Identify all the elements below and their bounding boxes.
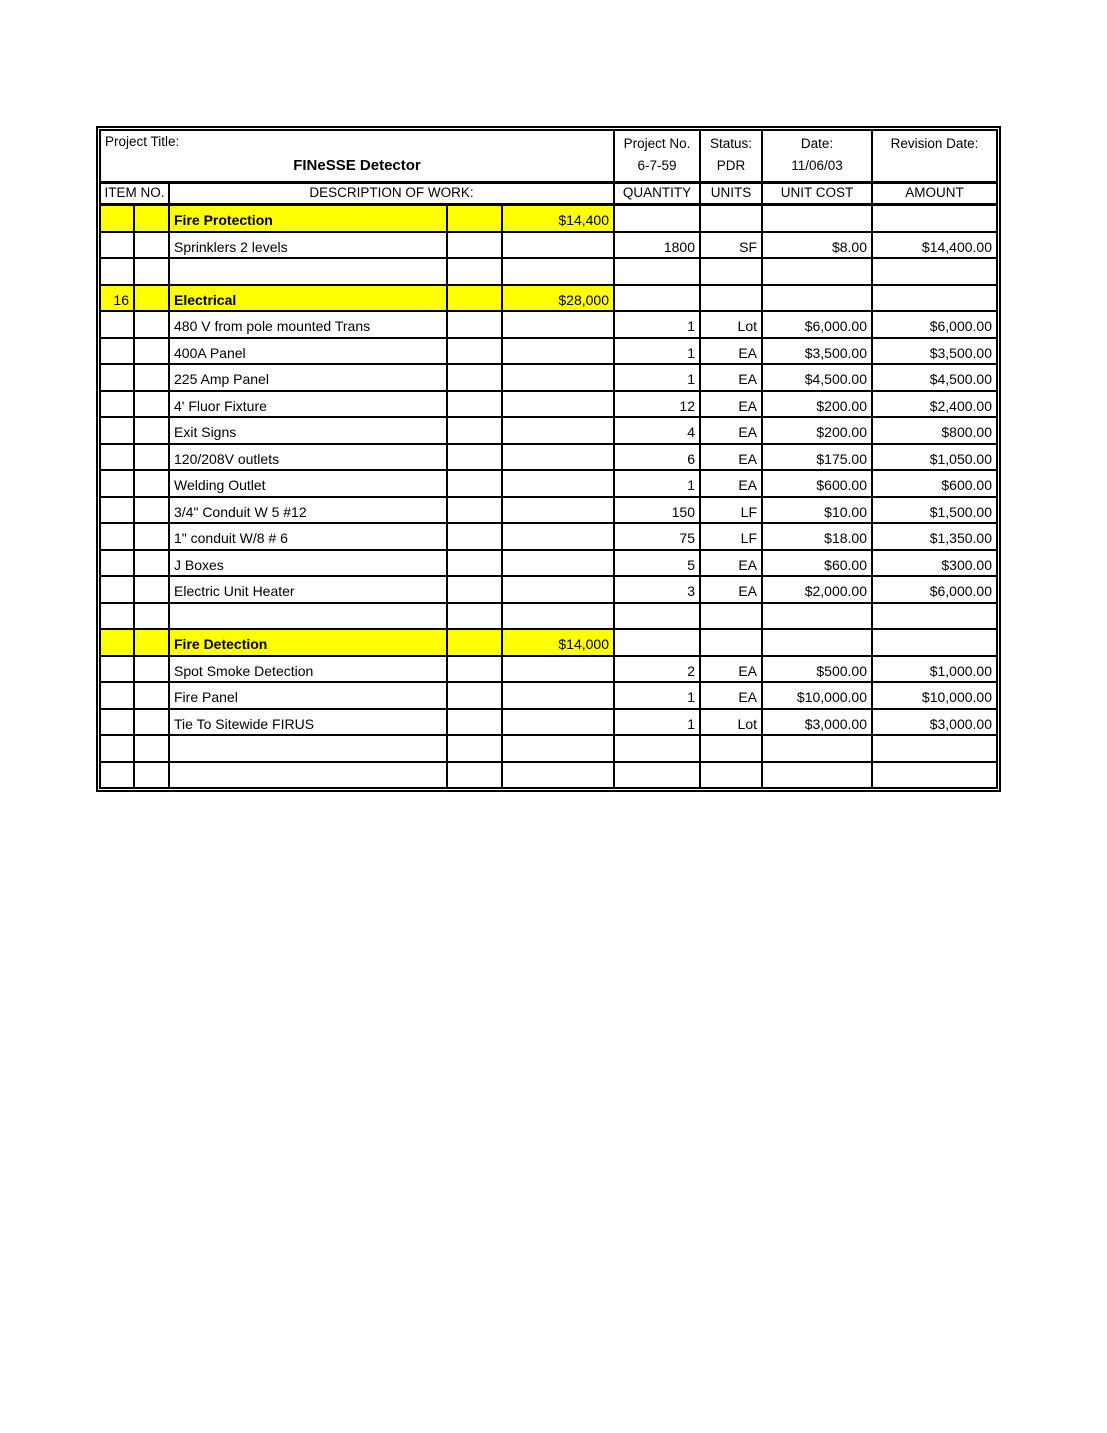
cell-item-no <box>100 444 134 471</box>
cell-item-no-b <box>134 682 169 709</box>
col-header-quantity: QUANTITY <box>614 183 700 205</box>
cell-units <box>700 285 762 312</box>
col-header-item-no: ITEM NO. <box>100 183 169 205</box>
cell-section-value <box>502 762 614 789</box>
cost-estimate-table <box>99 129 998 789</box>
cell-sub <box>447 232 502 259</box>
cell-description <box>169 735 447 762</box>
col-header-amount: AMOUNT <box>872 183 997 205</box>
cell-quantity <box>614 762 700 789</box>
project-title-value: FINeSSE Detector <box>293 157 421 174</box>
cell-amount <box>872 762 997 789</box>
cell-unit-cost: $3,500.00 <box>762 338 872 365</box>
cell-amount: $1,050.00 <box>872 444 997 471</box>
cell-unit-cost: $6,000.00 <box>762 311 872 338</box>
cell-units: Lot <box>700 311 762 338</box>
cell-description: 3/4" Conduit W 5 #12 <box>169 497 447 524</box>
cell-section-value <box>502 417 614 444</box>
cell-item-no-b <box>134 523 169 550</box>
cell-amount: $1,500.00 <box>872 497 997 524</box>
cell-unit-cost <box>762 258 872 285</box>
item-row <box>100 709 997 736</box>
date-label: Date: <box>800 136 834 151</box>
cell-section-value <box>502 576 614 603</box>
cell-description: Spot Smoke Detection <box>169 656 447 683</box>
col-header-units: UNITS <box>700 183 762 205</box>
cell-description: Electric Unit Heater <box>169 576 447 603</box>
title-row <box>100 130 997 183</box>
blank-row <box>100 258 997 285</box>
item-row <box>100 364 997 391</box>
cell-quantity: 2 <box>614 656 700 683</box>
col-header-unit-cost: UNIT COST <box>762 183 872 205</box>
cell-units: EA <box>700 417 762 444</box>
cell-unit-cost: $10,000.00 <box>762 682 872 709</box>
cell-quantity: 1 <box>614 470 700 497</box>
revision-date-value <box>873 152 996 159</box>
cell-item-no <box>100 417 134 444</box>
cell-quantity: 12 <box>614 391 700 418</box>
cell-quantity: 1 <box>614 709 700 736</box>
cell-units: EA <box>700 576 762 603</box>
cell-sub <box>447 656 502 683</box>
cell-sub <box>447 735 502 762</box>
cell-sub <box>447 470 502 497</box>
cell-section-value <box>502 444 614 471</box>
cell-units: EA <box>700 364 762 391</box>
item-row <box>100 550 997 577</box>
cell-item-no <box>100 205 134 232</box>
cell-units: LF <box>700 497 762 524</box>
cell-item-no-b <box>134 550 169 577</box>
cell-section-value <box>502 470 614 497</box>
item-row <box>100 470 997 497</box>
cell-sub <box>447 709 502 736</box>
cell-unit-cost: $3,000.00 <box>762 709 872 736</box>
cell-description: 1" conduit W/8 # 6 <box>169 523 447 550</box>
cell-section-value <box>502 391 614 418</box>
cell-item-no <box>100 523 134 550</box>
cell-unit-cost: $200.00 <box>762 417 872 444</box>
cell-section-value <box>502 311 614 338</box>
field-date <box>762 130 872 183</box>
cell-sub <box>447 444 502 471</box>
cell-amount: $1,350.00 <box>872 523 997 550</box>
cell-quantity: 1800 <box>614 232 700 259</box>
cell-sub <box>447 391 502 418</box>
cell-unit-cost: $8.00 <box>762 232 872 259</box>
cell-item-no <box>100 338 134 365</box>
cost-estimate-sheet <box>96 126 1001 792</box>
cell-item-no: 16 <box>100 285 134 312</box>
item-row <box>100 444 997 471</box>
cell-quantity <box>614 258 700 285</box>
cell-quantity <box>614 629 700 656</box>
cell-item-no-b <box>134 603 169 630</box>
cell-amount: $4,500.00 <box>872 364 997 391</box>
cell-quantity: 4 <box>614 417 700 444</box>
cell-item-no <box>100 629 134 656</box>
cell-description: 480 V from pole mounted Trans <box>169 311 447 338</box>
revision-date-label: Revision Date: <box>890 136 979 151</box>
item-row <box>100 232 997 259</box>
cell-amount: $800.00 <box>872 417 997 444</box>
cell-section-value <box>502 258 614 285</box>
cell-description: Fire Protection <box>169 205 447 232</box>
cell-unit-cost: $500.00 <box>762 656 872 683</box>
cell-item-no-b <box>134 576 169 603</box>
cell-item-no-b <box>134 735 169 762</box>
cell-units: EA <box>700 550 762 577</box>
cell-quantity: 1 <box>614 338 700 365</box>
col-header-description: DESCRIPTION OF WORK: <box>169 183 614 205</box>
cell-quantity <box>614 285 700 312</box>
cell-section-value <box>502 709 614 736</box>
cell-description <box>169 762 447 789</box>
project-no-label: Project No. <box>623 136 691 151</box>
cell-quantity: 150 <box>614 497 700 524</box>
item-row <box>100 576 997 603</box>
cell-sub <box>447 285 502 312</box>
cell-item-no-b <box>134 709 169 736</box>
cell-description <box>169 603 447 630</box>
cell-sub <box>447 576 502 603</box>
cell-unit-cost <box>762 603 872 630</box>
cell-section-value <box>502 232 614 259</box>
cell-units: LF <box>700 523 762 550</box>
cell-units: EA <box>700 470 762 497</box>
status-value: PDR <box>716 157 746 173</box>
cell-quantity <box>614 603 700 630</box>
cell-sub <box>447 550 502 577</box>
cell-amount: $300.00 <box>872 550 997 577</box>
field-status <box>700 130 762 183</box>
cell-item-no-b <box>134 762 169 789</box>
cell-units: EA <box>700 391 762 418</box>
cell-amount: $3,500.00 <box>872 338 997 365</box>
cell-units: EA <box>700 444 762 471</box>
cell-amount <box>872 205 997 232</box>
table-outer-border <box>96 126 1001 792</box>
cell-units <box>700 205 762 232</box>
cell-description: Tie To Sitewide FIRUS <box>169 709 447 736</box>
cell-item-no <box>100 762 134 789</box>
cell-item-no <box>100 576 134 603</box>
cell-item-no <box>100 311 134 338</box>
cell-unit-cost <box>762 205 872 232</box>
cell-amount <box>872 285 997 312</box>
project-title-cell <box>100 130 614 183</box>
cell-item-no-b <box>134 311 169 338</box>
field-project-no <box>614 130 700 183</box>
cell-item-no <box>100 603 134 630</box>
cell-unit-cost <box>762 762 872 789</box>
cell-sub <box>447 258 502 285</box>
item-row <box>100 338 997 365</box>
cell-description: J Boxes <box>169 550 447 577</box>
cell-item-no <box>100 656 134 683</box>
cell-unit-cost <box>762 285 872 312</box>
cell-section-value <box>502 338 614 365</box>
cell-section-value <box>502 735 614 762</box>
project-title-label: Project Title: <box>105 134 180 149</box>
table-body <box>100 205 997 789</box>
cell-item-no-b <box>134 497 169 524</box>
status-label: Status: <box>709 136 753 151</box>
cell-item-no <box>100 470 134 497</box>
cell-description: Sprinklers 2 levels <box>169 232 447 259</box>
cell-item-no-b <box>134 364 169 391</box>
cell-units: Lot <box>700 709 762 736</box>
cell-sub <box>447 417 502 444</box>
cell-amount: $14,400.00 <box>872 232 997 259</box>
item-row <box>100 391 997 418</box>
cell-item-no <box>100 497 134 524</box>
cell-units <box>700 762 762 789</box>
cell-units: EA <box>700 682 762 709</box>
cell-section-value: $14,400 <box>502 205 614 232</box>
cell-sub <box>447 682 502 709</box>
cell-amount: $3,000.00 <box>872 709 997 736</box>
cell-units: EA <box>700 338 762 365</box>
cell-item-no-b <box>134 470 169 497</box>
cell-description: 225 Amp Panel <box>169 364 447 391</box>
cell-quantity: 1 <box>614 311 700 338</box>
cell-amount: $6,000.00 <box>872 576 997 603</box>
cell-quantity: 1 <box>614 364 700 391</box>
cell-unit-cost: $175.00 <box>762 444 872 471</box>
cell-description: 120/208V outlets <box>169 444 447 471</box>
cell-item-no-b <box>134 629 169 656</box>
cell-item-no-b <box>134 391 169 418</box>
cell-unit-cost: $200.00 <box>762 391 872 418</box>
item-row <box>100 523 997 550</box>
cell-quantity: 3 <box>614 576 700 603</box>
cell-unit-cost: $18.00 <box>762 523 872 550</box>
cell-section-value <box>502 550 614 577</box>
cell-sub <box>447 603 502 630</box>
column-header-row <box>100 183 997 205</box>
cell-quantity: 1 <box>614 682 700 709</box>
cell-unit-cost: $10.00 <box>762 497 872 524</box>
cell-units <box>700 629 762 656</box>
blank-row <box>100 735 997 762</box>
cell-section-value <box>502 656 614 683</box>
cell-description: 400A Panel <box>169 338 447 365</box>
cell-item-no <box>100 735 134 762</box>
cell-section-value <box>502 523 614 550</box>
cell-sub <box>447 311 502 338</box>
cell-unit-cost: $2,000.00 <box>762 576 872 603</box>
cell-unit-cost: $600.00 <box>762 470 872 497</box>
cell-item-no <box>100 364 134 391</box>
cell-sub <box>447 523 502 550</box>
cell-item-no-b <box>134 656 169 683</box>
cell-item-no <box>100 682 134 709</box>
cell-item-no-b <box>134 417 169 444</box>
cell-amount: $2,400.00 <box>872 391 997 418</box>
cell-section-value <box>502 364 614 391</box>
cell-units <box>700 603 762 630</box>
item-row <box>100 682 997 709</box>
cell-item-no-b <box>134 444 169 471</box>
cell-item-no <box>100 550 134 577</box>
section-row <box>100 205 997 232</box>
cell-section-value <box>502 497 614 524</box>
cell-quantity: 75 <box>614 523 700 550</box>
cell-section-value: $28,000 <box>502 285 614 312</box>
item-row <box>100 497 997 524</box>
project-no-value: 6-7-59 <box>637 157 677 173</box>
cell-section-value: $14,000 <box>502 629 614 656</box>
cell-unit-cost <box>762 735 872 762</box>
cell-units: EA <box>700 656 762 683</box>
cell-quantity: 6 <box>614 444 700 471</box>
cell-amount: $1,000.00 <box>872 656 997 683</box>
item-row <box>100 656 997 683</box>
cell-sub <box>447 364 502 391</box>
cell-quantity <box>614 205 700 232</box>
cell-amount: $6,000.00 <box>872 311 997 338</box>
cell-amount <box>872 603 997 630</box>
item-row <box>100 311 997 338</box>
cell-item-no-b <box>134 285 169 312</box>
cell-unit-cost: $4,500.00 <box>762 364 872 391</box>
cell-amount: $600.00 <box>872 470 997 497</box>
cell-description: 4' Fluor Fixture <box>169 391 447 418</box>
cell-section-value <box>502 682 614 709</box>
cell-description: Welding Outlet <box>169 470 447 497</box>
cell-item-no-b <box>134 205 169 232</box>
date-value: 11/06/03 <box>791 157 843 173</box>
field-revision-date <box>872 130 997 183</box>
cell-unit-cost <box>762 629 872 656</box>
cell-sub <box>447 205 502 232</box>
cell-amount <box>872 258 997 285</box>
cell-unit-cost: $60.00 <box>762 550 872 577</box>
cell-sub <box>447 629 502 656</box>
cell-sub <box>447 497 502 524</box>
cell-amount <box>872 629 997 656</box>
cell-sub <box>447 762 502 789</box>
cell-item-no <box>100 709 134 736</box>
cell-item-no-b <box>134 258 169 285</box>
cell-amount <box>872 735 997 762</box>
cell-units <box>700 258 762 285</box>
cell-description: Fire Panel <box>169 682 447 709</box>
cell-description: Exit Signs <box>169 417 447 444</box>
item-row <box>100 417 997 444</box>
cell-item-no <box>100 391 134 418</box>
cell-amount: $10,000.00 <box>872 682 997 709</box>
cell-description: Fire Detection <box>169 629 447 656</box>
blank-row <box>100 603 997 630</box>
cell-item-no <box>100 258 134 285</box>
cell-section-value <box>502 603 614 630</box>
cell-item-no-b <box>134 338 169 365</box>
cell-description: Electrical <box>169 285 447 312</box>
cell-quantity <box>614 735 700 762</box>
cell-sub <box>447 338 502 365</box>
section-row <box>100 629 997 656</box>
cell-item-no-b <box>134 232 169 259</box>
cell-item-no <box>100 232 134 259</box>
cell-quantity: 5 <box>614 550 700 577</box>
cell-units <box>700 735 762 762</box>
cell-description <box>169 258 447 285</box>
cell-units: SF <box>700 232 762 259</box>
section-row <box>100 285 997 312</box>
blank-row <box>100 762 997 789</box>
